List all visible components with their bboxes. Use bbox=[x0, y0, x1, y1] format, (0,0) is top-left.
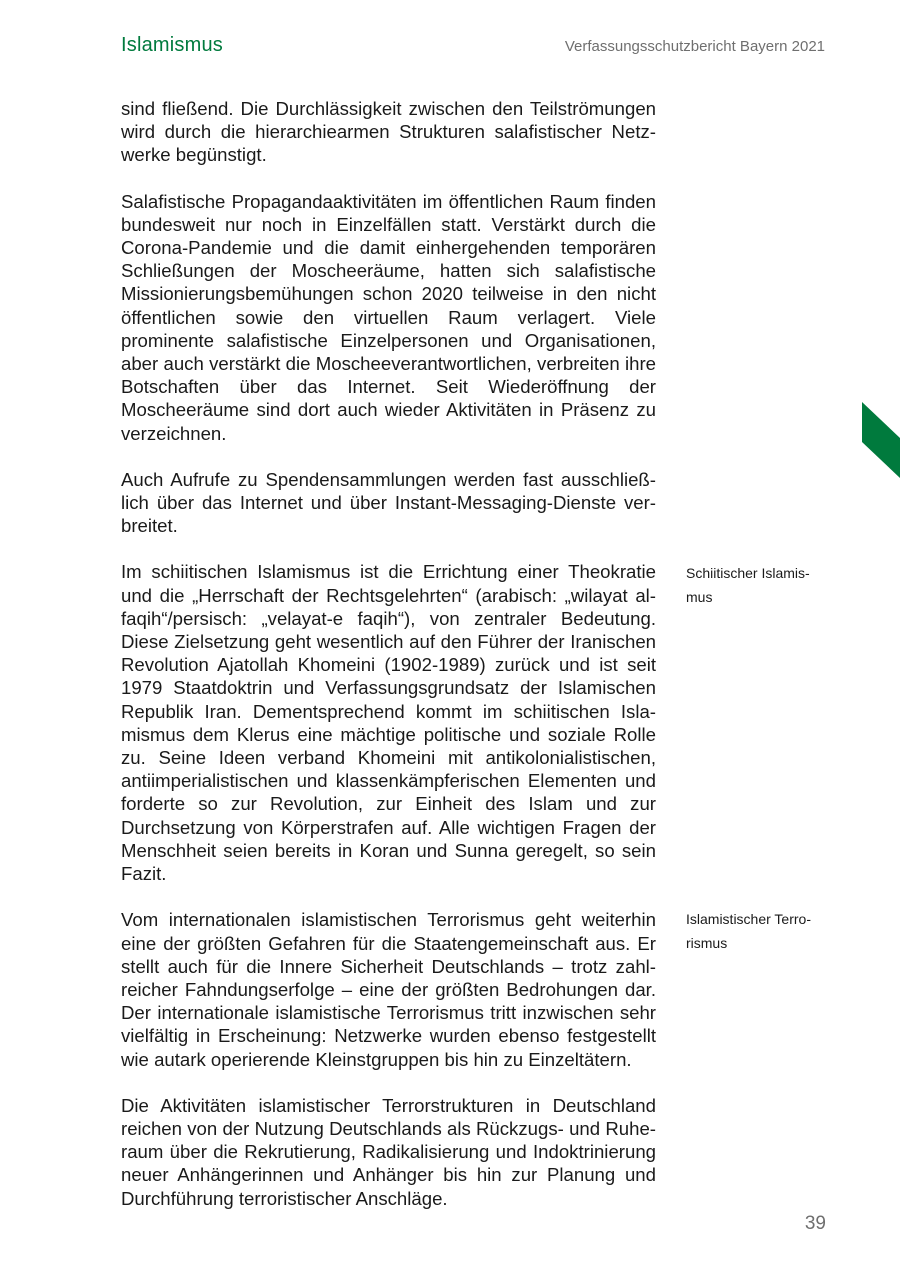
paragraph: Im schiitischen Islamismus ist die Errichtung einer Theokratie und die „Herrschaft der Rechtsgelehrten“ (arabisch: „wilayat al-faqih“/persisch: „velayat-e faqih“), von zentraler Bedeutung. Diese Zielsetzung geht wesentlich auf den Führer der Iranischen Revolution Ajatollah Khomeini (1902-1989) zurück und ist seit 1979 Staatdoktrin und Verfassungsgrundsatz der Islamischen Republik Iran. Dementsprechend kommt im schiitischen Islamismus dem Klerus eine mächtige politische und soziale Rolle zu. Seine Ideen verband Khomeini mit antikolonialistischen, antiimperialistischen und klassenkämpferischen Elementen und forderte so zur Revolution, zur Einheit des Islam und zur Durchsetzung von Körperstrafen auf. Alle wichtigen Fragen der Menschheit seien bereits in Koran und Sunna geregelt, so sein Fazit. bbox=[121, 561, 656, 885]
chapter-tab-marker bbox=[862, 402, 900, 478]
paragraph: Vom internationalen islamistischen Terrorismus geht weiterhin eine der größten Gefahren für die Staatengemeinschaft aus. Er stellt auch für die Innere Sicherheit Deutschlands – trotz zahlreicher Fahndungserfolge – eine der größten Bedrohungen dar. Der internationale islamistische Terrorismus tritt inzwischen sehr vielfältig in Erscheinung: Netzwerke wurden ebenso festgestellt wie autark operierende Kleinstgruppen bis hin zu Einzeltätern. bbox=[121, 909, 656, 1070]
section-title: Islamismus bbox=[121, 34, 224, 56]
margin-note-islamistischer-terrorismus: Islamistischer Terrorismus bbox=[686, 911, 811, 951]
margin-note-schiitischer-islamismus: Schiitischer Islamismus bbox=[686, 565, 810, 605]
paragraph: Salafistische Propagandaaktivitäten im öffentlichen Raum finden bundesweit nur noch in Einzelfällen statt. Verstärkt durch die Corona-Pandemie und die damit einhergehenden temporären Schließungen der Moscheeräume, hatten sich salafistische Missionierungsbemühungen schon 2020 teilweise in den nicht öffentlichen sowie den virtuellen Raum verlagert. Viele prominente salafistische Einzelpersonen und Organisationen, aber auch verstärkt die Moscheeverantwortlichen, verbreiten ihre Botschaften über das Internet. Seit Wiederöffnung der Moscheeräume sind dort auch wieder Aktivitäten in Präsenz zu verzeichnen. bbox=[121, 190, 656, 444]
body-text bbox=[121, 97, 656, 1233]
publication-title: Verfassungsschutzbericht Bayern 2021 bbox=[564, 38, 825, 55]
page-number: 39 bbox=[804, 1213, 826, 1234]
paragraph: Auch Aufrufe zu Spendensammlungen werden fast ausschließlich über das Internet und über Instant-Messaging-Dienste verbreitet. bbox=[121, 468, 656, 537]
paragraph: sind fließend. Die Durchlässigkeit zwischen den Teilströmungen wird durch die hierarchiearmen Strukturen salafistischer Netzwerke begünstigt. bbox=[121, 98, 656, 166]
paragraph: Die Aktivitäten islamistischer Terrorstrukturen in Deutschland reichen von der Nutzung Deutschlands als Rückzugs- und Ruheraum über die Rekrutierung, Radikalisierung und Indoktrinierung neuer Anhängerinnen und Anhänger bis hin zur Planung und Durchführung terroristischer Anschläge. bbox=[121, 1094, 656, 1209]
